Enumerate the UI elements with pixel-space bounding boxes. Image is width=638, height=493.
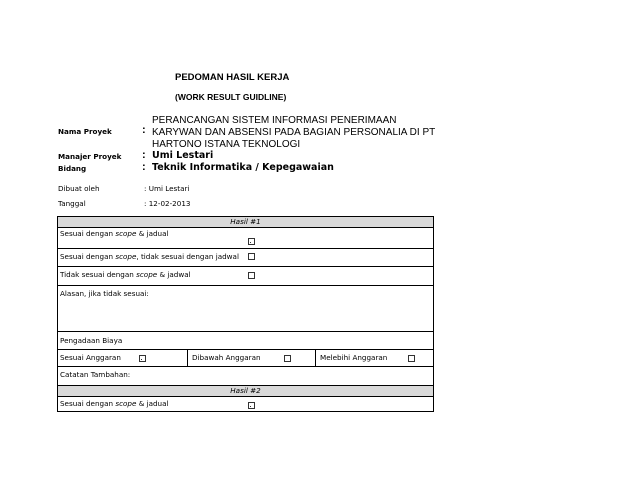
reason-label: Alasan, jika tidak sesuai: [60, 289, 149, 298]
date-value: : 12-02-2013 [144, 199, 191, 208]
result-1-row-scope-not-schedule [58, 249, 434, 267]
cost-option-on-budget: Sesuai Anggaran [58, 350, 188, 367]
result-2-scope-schedule-checkbox[interactable] [248, 402, 255, 409]
project-name-colon: : [142, 124, 146, 136]
cost-option-over-budget: Melebihi Anggaran [316, 350, 434, 367]
row-label: Sesuai dengan scope, tidak sesuai dengan jadwal [60, 252, 239, 261]
result-1-row-not-scope-schedule [58, 267, 434, 286]
under-budget-checkbox[interactable] [284, 355, 291, 362]
project-name-line-2: KARYWAN DAN ABSENSI PADA BAGIAN PERSONALIA DI PT [152, 127, 436, 138]
project-manager-value: Umi Lestari [152, 150, 214, 161]
project-name-line-3: HARTONO ISTANA TEKNOLOGI [152, 139, 301, 150]
reason-field[interactable] [58, 286, 434, 332]
result-2-row-scope-schedule [58, 397, 434, 412]
result-2-table [57, 385, 434, 412]
document-subtitle: (WORK RESULT GUIDLINE) [175, 92, 287, 102]
made-by-value: : Umi Lestari [144, 184, 190, 193]
project-name-label: Nama Proyek [58, 127, 112, 136]
row-label: Sesuai dengan scope & jadual [60, 229, 169, 238]
scope-not-schedule-checkbox[interactable] [248, 253, 255, 260]
document-title: PEDOMAN HASIL KERJA [175, 72, 290, 83]
cost-heading-row [58, 332, 434, 350]
field-colon: : [142, 161, 146, 173]
field-label: Bidang [58, 164, 87, 173]
row-label: Tidak sesuai dengan scope & jadwal [60, 270, 191, 279]
notes-label: Catatan Tambahan: [60, 370, 131, 379]
result-1-table [57, 216, 434, 393]
project-manager-label: Manajer Proyek [58, 152, 122, 161]
project-manager-colon: : [142, 149, 146, 161]
on-budget-checkbox[interactable] [139, 355, 146, 362]
result-2-heading: Hasil #2 [58, 386, 434, 397]
cost-option-under-budget: Dibawah Anggaran [188, 350, 316, 367]
not-scope-schedule-checkbox[interactable] [248, 272, 255, 279]
result-1-heading: Hasil #1 [58, 217, 434, 228]
field-value: Teknik Informatika / Kepegawaian [152, 162, 334, 173]
project-name-line-1: PERANCANGAN SISTEM INFORMASI PENERIMAAN [152, 115, 397, 126]
result-1-row-scope-schedule [58, 228, 434, 249]
date-label: Tanggal [58, 199, 86, 208]
scope-schedule-checkbox[interactable] [248, 238, 255, 245]
row-label: Sesuai dengan scope & jadual [60, 399, 169, 408]
made-by-label: Dibuat oleh [58, 184, 100, 193]
over-budget-checkbox[interactable] [408, 355, 415, 362]
cost-heading: Pengadaan Biaya [60, 336, 123, 345]
